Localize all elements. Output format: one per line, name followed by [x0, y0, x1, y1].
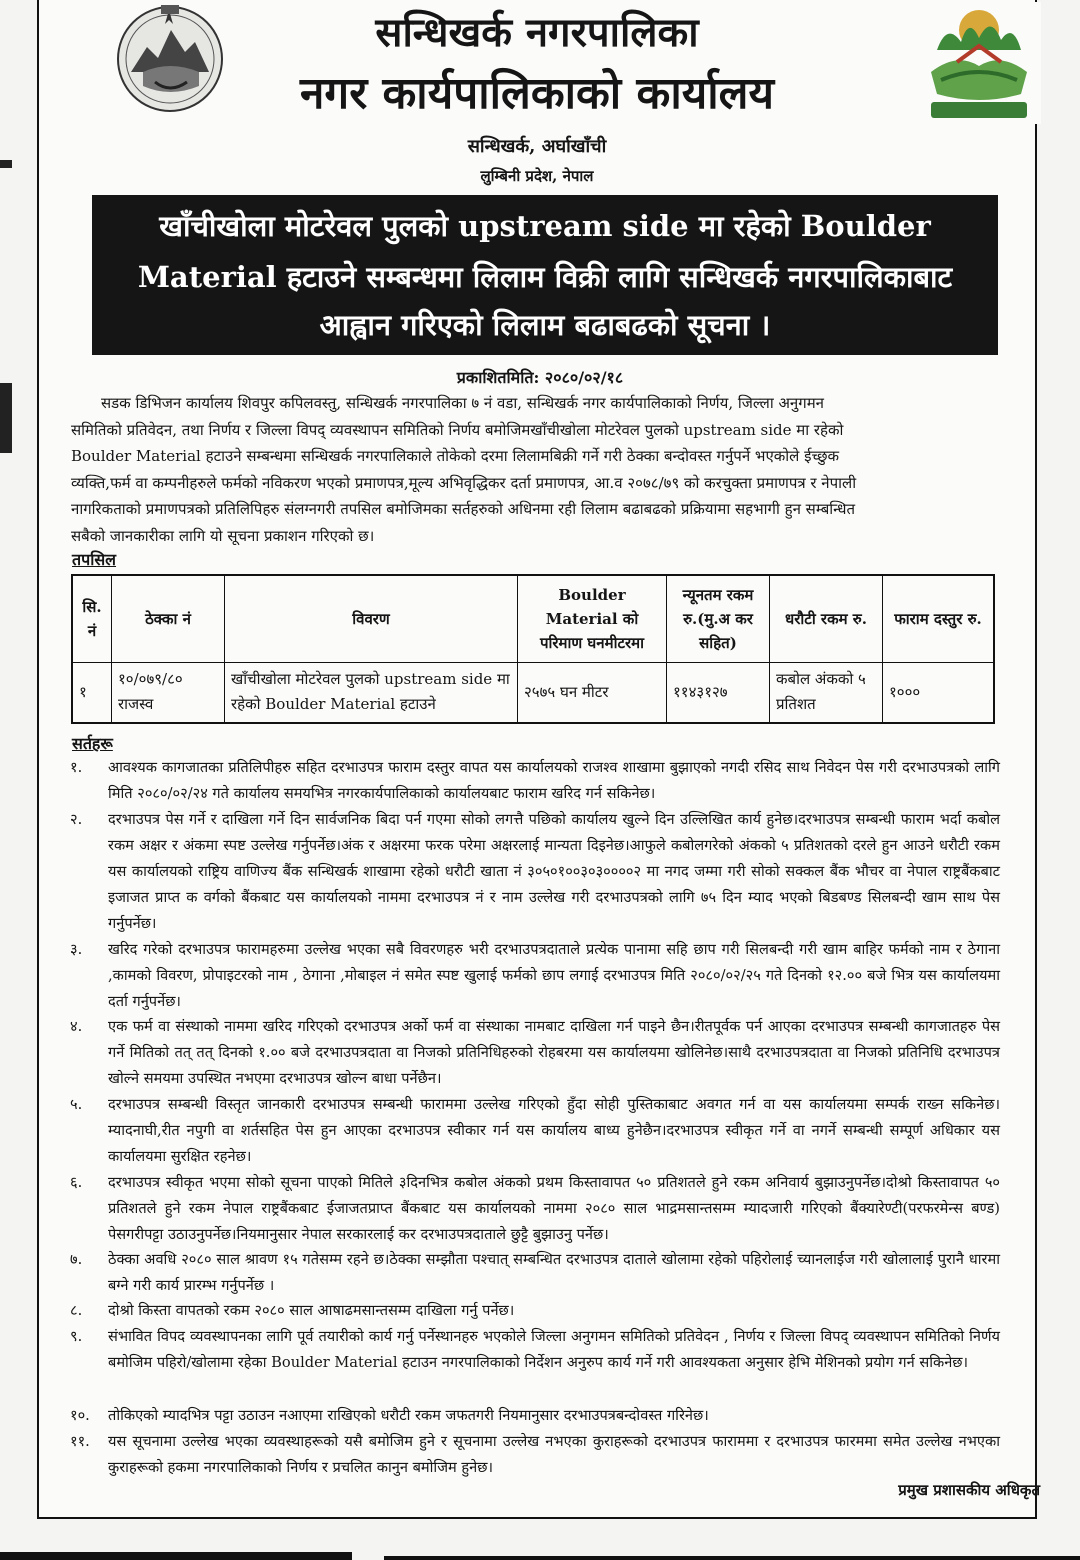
- condition-item: [70, 1247, 1000, 1299]
- intro-line: Boulder Material हटाउने सम्बन्धमा सन्धिखर्क नगरपालिकाले तोकेको दरमा लिलामबिक्री गर्ने गरी ठेक्का बन्दोवस्त गर्नुपर्ने भएकोले ईच्छुक: [71, 447, 840, 465]
- col-description: विवरण: [225, 575, 518, 662]
- address-province: लुम्बिनी प्रदेश, नेपाल: [480, 167, 594, 185]
- col-sn: सि. नं: [72, 575, 112, 662]
- intro-line: नागरिकताको प्रमाणपत्रको प्रतिलिपिहरु संलग्नगरी तपसिल बमोजिमका सर्तहरुको अधिनमा रही लिलाम बढाबढको प्रक्रियामा सहभागी हुन सम्बन्धित: [71, 500, 856, 518]
- municipality-logo-icon: [917, 2, 1041, 124]
- condition-item: [70, 1170, 1000, 1248]
- intro-line: सबैको जानकारीका लागि यो सूचना प्रकाशन गरिएको छ।: [71, 526, 375, 545]
- condition-text: संभावित विपद व्यवस्थापनका लागि पूर्व तयारीको कार्य गर्नु पर्नेस्थानहरु भएकोले जिल्ला अनुगमन समितिको प्रतिवेदन , निर्णय र जिल्ला विपद् व्यवस्थापन समितिको निर्णय बमोजिम पहिरो/खोलामा रहेका Boulder Material हटाउन नगरपालिकाको निर्देशन अनुरुप कार्य गर्ने गरी आवश्यकता अनुसार हेभि मेशिनको प्रयोग गर्न सकिनेछ।: [108, 1328, 1000, 1371]
- condition-text: दरभाउपत्र स्वीकृत भएमा सोको सूचना पाएको मितिले ३दिनभित्र कबोल अंकको प्रथम किस्तावापत ५० प्रतिशतले हुने रकम अनिवार्य बुझाउनुपर्नेछ।दोश्रो किस्तावापत ५० प्रतिशतले हुने रकम नेपाल राष्ट्रबैंकबाट ईजाजतप्राप्त बैंकबाट यस कार्यालयको नाममा २०८० साल भाद्रमसान्तसम्म म्यादजारी गरिएको बैंक्यारेण्टी(परफरमेन्स बण्ड) पेसगरीपट्टा उठाउनुपर्नेछ।नियमानुसार नेपाल सरकारलाई कर दरभाउपत्रदाताले छुट्टै बुझाउनु पर्नेछ।: [108, 1174, 1000, 1243]
- condition-text: एक फर्म वा संस्थाको नाममा खरिद गरिएको दरभाउपत्र अर्को फर्म वा संस्थाका नामबाट दाखिला गर्न पाइने छैन।रीतपूर्वक पर्न आएका दरभाउपत्र सम्बन्धी कागजातहरु पेस गर्ने मितिको तत् तत् दिनको १.०० बजे दरभाउपत्रदाता वा निजको प्रतिनिधिहरुको रोहबरमा यस कार्यालयमा खोलिनेछ।साथै दरभाउपत्रदाता वा निजको प्रतिनिधि दरभाउपत्र खोल्ने समयमा उपस्थित नभएमा दरभाउपत्र खोल्न बाधा पर्नेछैन।: [108, 1018, 1000, 1087]
- condition-number: ८.: [70, 1302, 83, 1319]
- contract-table: [71, 574, 995, 724]
- published-date: प्रकाशितमिति: २०८०/०२/१८: [456, 368, 624, 387]
- cell-sn: १: [72, 662, 112, 723]
- condition-item: [70, 1403, 1000, 1429]
- condition-item: [70, 807, 1000, 937]
- condition-item: [70, 755, 1000, 807]
- col-min-amount: न्यूनतम रकम रु.(मु.अ कर सहित): [667, 575, 770, 662]
- cell-min-amount: ११४३१२७: [667, 662, 770, 723]
- notice-title-banner: [92, 195, 998, 355]
- banner-line-1: खाँचीखोला मोटरेवल पुलको upstream side मा रहेको Boulder: [159, 209, 931, 243]
- condition-text: दोश्रो किस्ता वापतको रकम २०८० साल आषाढमसान्तसम्म दाखिला गर्नु पर्नेछ।: [108, 1302, 515, 1319]
- col-form-fee: फाराम दस्तुर रु.: [883, 575, 995, 662]
- condition-number: ६.: [70, 1174, 83, 1191]
- condition-number: ४.: [70, 1018, 83, 1035]
- condition-number: १०.: [70, 1407, 90, 1424]
- table-header-row: [72, 575, 994, 662]
- condition-text: दरभाउपत्र सम्बन्धी विस्तृत जानकारी दरभाउपत्र सम्बन्धी फाराममा उल्लेख गरिएको हुँदा सोही पुस्तिकाबाट अवगत गर्न वा यस कार्यालयमा सम्पर्क राख्न सकिनेछ।म्यादनाघी,रीत नपुगी वा शर्तसहित पेस हुन आएका दरभाउपत्र स्वीकार गर्न यस कार्यालय बाध्य हुनेछैन।दरभाउपत्र स्वीकृत गर्ने वा नगर्ने सम्बन्धी सम्पूर्ण अधिकार यस कार्यालयमा सुरक्षित रहनेछ।: [108, 1096, 1000, 1165]
- bottom-rule: [384, 1556, 1080, 1560]
- scan-edge-mark: [0, 160, 12, 168]
- conditions-heading: सर्तहरू: [72, 734, 113, 753]
- condition-number: ५.: [70, 1096, 83, 1113]
- condition-number: ९.: [70, 1328, 83, 1345]
- condition-item: [70, 1429, 1000, 1481]
- condition-number: २.: [70, 811, 83, 828]
- condition-item: [70, 1298, 1000, 1324]
- condition-text: तोकिएको म्यादभित्र पट्टा उठाउन नआएमा राखिएको धरौटी रकम जफतगरी नियमानुसार दरभाउपत्रबन्दोवस्त गरिनेछ।: [108, 1407, 709, 1424]
- cell-contract-no: १०/०७९/८० राजस्व: [112, 662, 225, 723]
- condition-text: ठेक्का अवधि २०८० साल श्रावण १५ गतेसम्म रहने छ।ठेक्का सम्झौता पश्चात् सम्बन्धित दरभाउपत्र दाताले खोलामा रहेको पहिरोलाई च्यानलाईज गरी खोलालाई पुरानै धारमा बग्ने गरी कार्य प्रारम्भ गर्नुपर्नेछ ।: [108, 1251, 1000, 1294]
- scan-edge-mark: [0, 383, 12, 453]
- signature-title: प्रमुख प्रशासकीय अधिकृत: [898, 1481, 1040, 1499]
- cell-deposit: कबोल अंकको ५ प्रतिशत: [770, 662, 883, 723]
- condition-number: ११.: [70, 1433, 90, 1450]
- cell-quantity: २५७५ घन मीटर: [518, 662, 667, 723]
- bottom-rule: [0, 1552, 352, 1560]
- condition-text: खरिद गरेको दरभाउपत्र फारामहरुमा उल्लेख भएका सबै विवरणहरु भरी दरभाउपत्रदाताले प्रत्येक पानामा सहि छाप गरी सिलबन्दी गरी खाम बाहिर फर्मको नाम र ठेगाना ,कामको विवरण, प्रोपाइटरको नाम , ठेगाना ,मोबाइल नं समेत स्पष्ट खुलाई फर्मको छाप लगाई दरभाउपत्र मिति २०८०/०२/२५ गते दिनको १२.०० बजे भित्र यस कार्यालयमा दर्ता गर्नुपर्नेछ।: [108, 941, 1000, 1010]
- condition-item: [70, 937, 1000, 1015]
- intro-line: सडक डिभिजन कार्यालय शिवपुर कपिलवस्तु, सन्धिखर्क नगरपालिका ७ नं वडा, सन्धिखर्क नगर कार्यपालिकाको निर्णय, जिल्ला अनुगमन: [101, 394, 824, 412]
- condition-item: [70, 1324, 1000, 1376]
- condition-number: १.: [70, 759, 83, 776]
- condition-text: यस सूचनामा उल्लेख भएका व्यवस्थाहरूको यसै बमोजिम हुने र सूचनामा उल्लेख नभएका कुराहरूको दरभाउपत्र फाराममा र दरभाउपत्र फारममा समेत उल्लेख नभएका कुराहरूको हकमा नगरपालिकाको निर्णय र प्रचलित कानुन बमोजिम हुनेछ।: [108, 1433, 1000, 1476]
- condition-item: [70, 1092, 1000, 1170]
- condition-text: आवश्यक कागजातका प्रतिलिपीहरु सहित दरभाउपत्र फाराम दस्तुर वापत यस कार्यालयको राजश्व शाखामा बुझाएको नगदी रसिद साथ निवेदन पेस गरी दरभाउपत्रको लागि मिति २०८०/०२/२४ गते कार्यालय समयभित्र नगरकार्यपालिकाको कार्यालयबाट फाराम खरिद गर्न सकिनेछ।: [108, 759, 1000, 802]
- address-district: सन्धिखर्क, अर्घाखाँची: [467, 136, 607, 157]
- col-quantity: Boulder Material को परिमाण घनमीटरमा: [518, 575, 667, 662]
- intro-line: समितिको प्रतिवेदन, तथा निर्णय र जिल्ला विपद् व्यवस्थापन समितिको निर्णय बमोजिमखाँचीखोला मोटरेवल पुलको upstream side मा रहेको: [71, 420, 844, 439]
- condition-item: [70, 1014, 1000, 1092]
- condition-number: ७.: [70, 1251, 83, 1268]
- cell-description: खाँचीखोला मोटरेवल पुलको upstream side मा रहेको Boulder Material हटाउने: [225, 662, 518, 723]
- condition-text: दरभाउपत्र पेस गर्ने र दाखिला गर्ने दिन सार्वजनिक बिदा पर्न गएमा सोको लगत्तै पछिको कार्यालय खुल्ने दिन उल्लिखित कार्य हुनेछ।दरभाउपत्र सम्बन्धी फाराम भर्दा कबोल रकम अक्षर र अंकमा स्पष्ट उल्लेख गर्नुपर्नेछ।अंक र अक्षरमा फरक परेमा अक्षरलाई मान्यता दिइनेछ।आफुले कबोलगरेको अंकको ५ प्रतिशतको दरले हुन आउने धरौटी रकम यस कार्यालयको राष्ट्रिय वाणिज्य बैंक सन्धिखर्क शाखामा रहेको धरौटी खाता नं ३०५०१००३०३००००२ मा नगद जम्मा गरी सोको सक्कल बैंक भौचर वा नेपाल राष्ट्रबैंकबाट इजाजत प्राप्त क वर्गको बैंकबाट यस कार्यालयको नाममा दरभाउपत्र नं र नाम उल्लेख गरी दरभाउपत्रको लागि ७५ दिन म्याद भएको बिडबण्ड सिलबन्दी खाम साथ पेस गर्नुपर्नेछ।: [108, 811, 1000, 932]
- cell-form-fee: १०००: [883, 662, 995, 723]
- table-row: [72, 662, 994, 723]
- condition-number: ३.: [70, 941, 83, 958]
- col-contract-no: ठेक्का नं: [112, 575, 225, 662]
- intro-line: व्यक्ति,फर्म वा कम्पनीहरुले फर्मको नविकरण भएको प्रमाणपत्र,मूल्य अभिवृद्धिकर दर्ता प्रमाणपत्र, आ.व २०७८/७९ को करचुक्ता प्रमाणपत्र र नेपाली: [71, 473, 857, 492]
- municipality-name: सन्धिखर्क नगरपालिका: [375, 9, 699, 56]
- schedule-heading: तपसिल: [72, 550, 117, 569]
- intro-paragraph: [71, 390, 1000, 549]
- banner-line-2: Material हटाउने सम्बन्धमा लिलाम विक्री लागि सन्धिखर्क नगरपालिकाबाट: [137, 260, 953, 294]
- col-deposit: धरौटी रकम रु.: [770, 575, 883, 662]
- office-name: नगर कार्यपालिकाको कार्यालय: [300, 68, 774, 119]
- banner-line-3: आह्वान गरिएको लिलाम बढाबढको सूचना ।: [319, 308, 771, 342]
